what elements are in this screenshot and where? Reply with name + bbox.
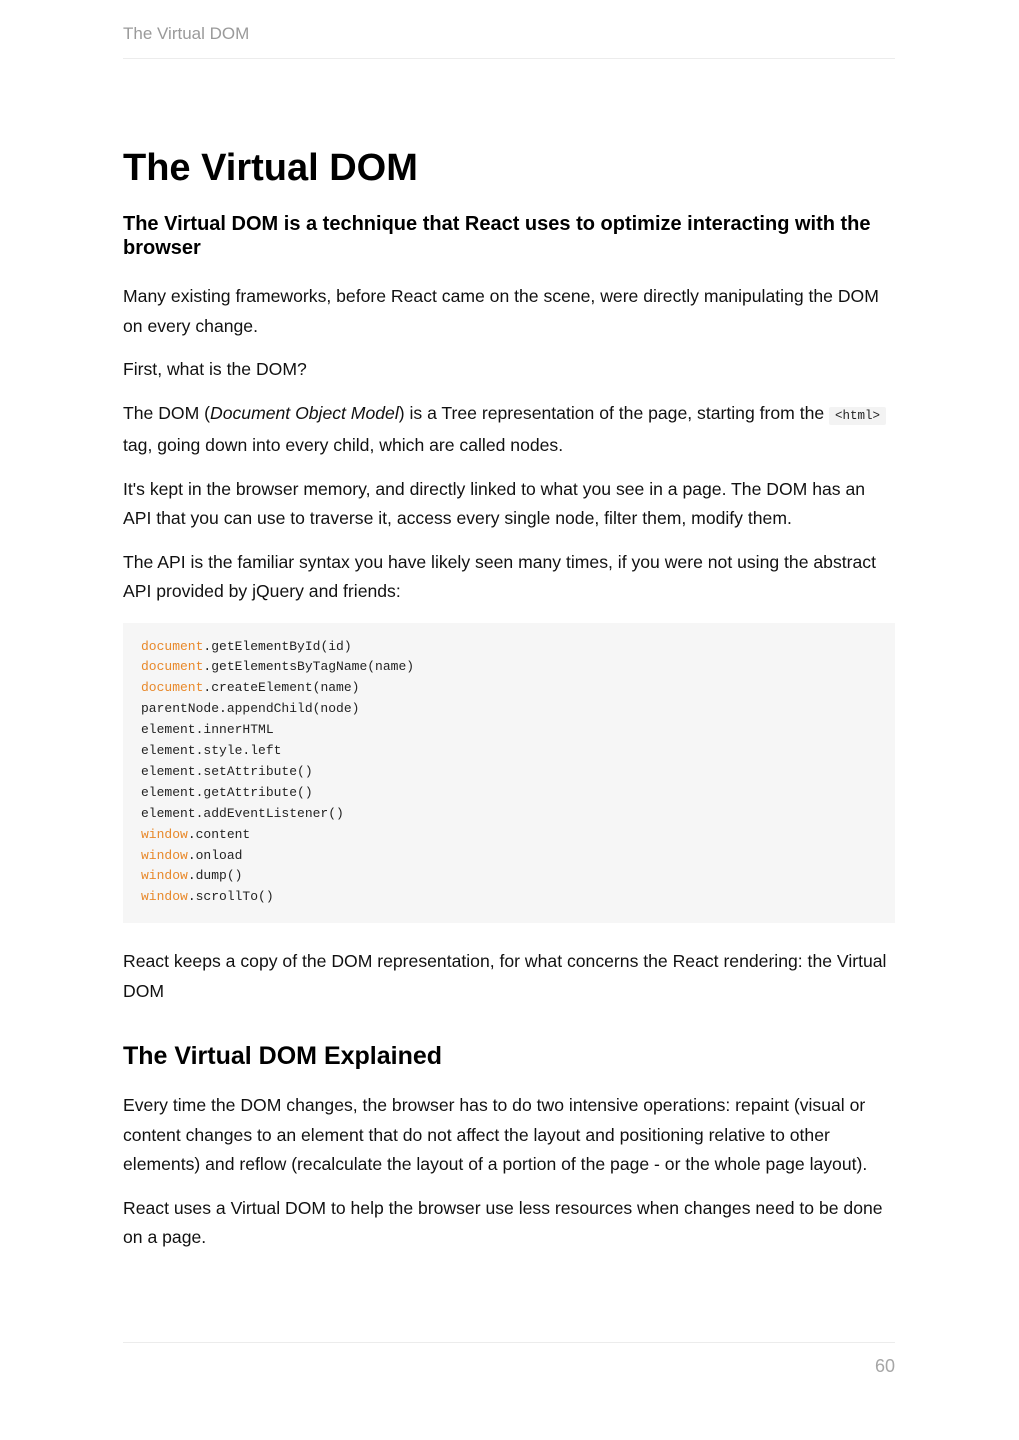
paragraph-repaint-reflow: Every time the DOM changes, the browser has to do two intensive operations: repaint (visual or content changes to an element that do not affect the layout and positioning relative to other elements) and reflow (recalculate the layout of a portion of the page - or the whole page layout). <box>123 1095 868 1175</box>
code-member: element.addEventListener() <box>141 805 344 821</box>
main-content <box>123 146 895 1253</box>
inline-code-html-tag: <html> <box>829 407 886 425</box>
paragraph-browser-memory: It's kept in the browser memory, and directly linked to what you see in a page. The DOM has an API that you can use to traverse it, access every single node, filter them, modify them. <box>123 478 866 528</box>
dom-def-text-2: ) is a Tree representation of the page, starting from the <box>398 402 830 423</box>
paragraph-api: The API is the familiar syntax you have likely seen many times, if you were not using the abstract API provided by jQuery and friends: <box>123 551 876 601</box>
code-line <box>141 720 877 741</box>
header-divider <box>123 58 895 59</box>
code-line <box>141 657 877 678</box>
page-subtitle: The Virtual DOM is a technique that React uses to optimize interacting with the browser <box>123 213 871 259</box>
code-line <box>141 825 877 846</box>
code-member: .onload <box>187 847 243 863</box>
paragraph-intro: Many existing frameworks, before React came on the scene, were directly manipulating the DOM on every change. <box>123 286 879 336</box>
code-member: .getElementById(id) <box>203 638 352 654</box>
code-object: document <box>141 638 204 654</box>
code-member: .dump() <box>187 868 243 884</box>
code-line <box>141 637 877 658</box>
paragraph-question: First, what is the DOM? <box>123 359 307 379</box>
code-object: window <box>141 847 188 863</box>
code-object: window <box>141 826 188 842</box>
code-line <box>141 846 877 867</box>
code-object: window <box>141 868 188 884</box>
dom-def-emphasis: Document Object Model <box>210 402 399 423</box>
code-member: element.setAttribute() <box>141 763 313 779</box>
running-header: The Virtual DOM <box>123 24 250 43</box>
code-line <box>141 804 877 825</box>
page-number: 60 <box>874 1356 895 1376</box>
page-title: The Virtual DOM <box>123 147 418 189</box>
dom-def-text-1: The DOM ( <box>123 402 210 423</box>
code-line <box>141 887 877 908</box>
code-object: document <box>141 680 204 696</box>
section-heading-virtual-dom-explained: The Virtual DOM Explained <box>123 1042 443 1071</box>
code-line <box>141 699 877 720</box>
code-object: window <box>141 889 188 905</box>
paragraph-react-virtual-dom: React uses a Virtual DOM to help the browser use less resources when changes need to be done on a page. <box>123 1197 883 1248</box>
paragraph-dom-definition <box>123 399 895 461</box>
code-line <box>141 762 877 783</box>
footer-divider <box>123 1342 895 1343</box>
code-object: document <box>141 659 204 675</box>
code-line <box>141 678 877 699</box>
code-member: .createElement(name) <box>203 680 360 696</box>
code-member: element.style.left <box>141 743 282 759</box>
code-block <box>123 623 895 924</box>
code-member: .scrollTo() <box>187 889 274 905</box>
code-member: parentNode.appendChild(node) <box>141 701 360 717</box>
code-line <box>141 741 877 762</box>
code-member: .content <box>187 826 251 842</box>
code-line <box>141 866 877 887</box>
code-member: .getElementsByTagName(name) <box>203 659 415 675</box>
code-member: element.getAttribute() <box>141 784 313 800</box>
code-member: element.innerHTML <box>141 722 274 738</box>
code-line <box>141 783 877 804</box>
dom-def-text-3: tag, going down into every child, which are called nodes. <box>123 435 564 455</box>
paragraph-react-copy: React keeps a copy of the DOM representation, for what concerns the React rendering: the Virtual DOM <box>123 951 887 1001</box>
